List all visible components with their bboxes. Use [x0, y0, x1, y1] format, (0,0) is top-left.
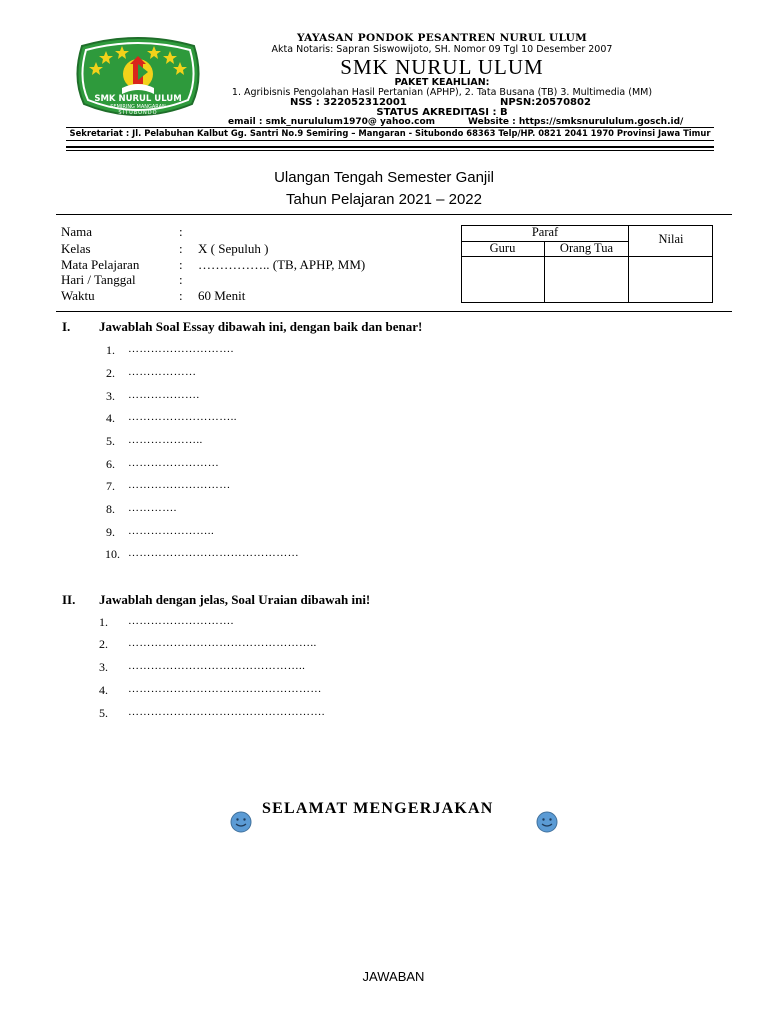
question-number: 3. — [99, 660, 108, 674]
answer-blank[interactable]: ………………………. — [128, 343, 234, 355]
nss-number: NSS : 322052312001 — [290, 97, 407, 108]
smiley-icon — [536, 811, 558, 833]
question-number: 7. — [106, 479, 115, 493]
section-2-number: II. — [62, 592, 76, 607]
guru-header: Guru — [489, 241, 516, 255]
answer-blank[interactable]: ……………… — [128, 366, 197, 378]
identity-colon: : — [179, 257, 183, 272]
paraf-header: Paraf — [531, 225, 559, 239]
email-line: email : smk_nurululum1970@ yahoo.com — [228, 117, 436, 127]
identity-value-time: 60 Menit — [198, 288, 246, 303]
answer-blank[interactable]: ………………. — [128, 389, 200, 401]
question-number: 2. — [99, 637, 108, 651]
identity-colon: : — [179, 241, 183, 256]
identity-colon: : — [179, 288, 183, 303]
identity-colon: : — [179, 272, 183, 287]
identity-label-date: Hari / Tanggal — [61, 272, 136, 287]
question-number: 4. — [106, 411, 115, 425]
identity-colon: : — [179, 224, 183, 239]
npsn-number: NPSN:20570802 — [500, 97, 591, 108]
logo-name-text: SMK NURUL ULUM — [94, 94, 182, 104]
question-number: 8. — [106, 502, 115, 516]
logo-sub-text: SEMIRING MANGARAN — [110, 104, 166, 110]
logo-city-text: SITUBONDO — [118, 110, 158, 116]
section-1-instruction: Jawablah Soal Essay dibawah ini, dengan baik dan benar! — [99, 319, 423, 334]
question-number: 9. — [106, 525, 115, 539]
answer-blank[interactable]: ……………….. — [128, 434, 203, 446]
identity-label-subject: Mata Pelajaran — [61, 257, 140, 272]
question-number: 6. — [106, 457, 115, 471]
answer-blank[interactable]: ………………….. — [128, 525, 215, 537]
question-number: 5. — [99, 706, 108, 720]
parent-header: Orang Tua — [559, 241, 614, 255]
identity-label-class: Kelas — [61, 241, 91, 256]
identity-value-class: X ( Sepuluh ) — [198, 241, 269, 256]
website-line: Website : https://smksnurululum.gosch.id/ — [468, 117, 684, 127]
parent-signature-cell[interactable] — [545, 257, 628, 302]
answer-blank[interactable]: …………………………………………… — [128, 683, 322, 695]
school-name: SMK NURUL ULUM — [340, 55, 544, 79]
letterhead-divider — [66, 146, 714, 148]
expertise-label: PAKET KEAHLIAN: — [394, 77, 490, 88]
answers-heading: JAWABAN — [362, 969, 425, 984]
exam-year: Tahun Pelajaran 2021 – 2022 — [286, 191, 482, 208]
school-logo — [72, 34, 204, 122]
smiley-icon — [230, 811, 252, 833]
guru-signature-cell[interactable] — [462, 257, 544, 302]
section-1-number: I. — [62, 319, 71, 334]
question-number: 4. — [99, 683, 108, 697]
answer-blank[interactable]: ……………………………………….. — [128, 660, 306, 672]
nilai-header: Nilai — [658, 232, 684, 246]
title-rule — [56, 214, 732, 215]
answer-blank[interactable]: …………………… — [128, 457, 220, 469]
identity-rule — [56, 311, 732, 312]
question-number: 2. — [106, 366, 115, 380]
answer-blank[interactable]: ………………………. — [128, 615, 234, 627]
answer-blank[interactable]: ……………………………………… — [128, 547, 299, 559]
address-line: Sekretariat : Jl. Pelabuhan Kalbut Gg. Santri No.9 Semiring – Mangaran - Situbondo 68363 Telp/HP. 0821 2041 1970 Provinsi Jawa Timur — [69, 128, 711, 138]
answer-blank[interactable]: ……………………………………………. — [128, 706, 325, 718]
letterhead-divider-thin — [66, 150, 714, 151]
exam-title: Ulangan Tengah Semester Ganjil — [274, 169, 494, 186]
accreditation-status: STATUS AKREDITASI : B — [376, 107, 508, 118]
identity-label-time: Waktu — [61, 288, 95, 303]
question-number: 1. — [99, 615, 108, 629]
question-number: 5. — [106, 434, 115, 448]
closing-message: SELAMAT MENGERJAKAN — [262, 800, 494, 817]
question-number: 3. — [106, 389, 115, 403]
notary-line: Akta Notaris: Sapran Siswowijoto, SH. Nomor 09 Tgl 10 Desember 2007 — [271, 44, 613, 55]
answer-blank[interactable]: ………………………………………….. — [128, 637, 317, 649]
identity-label-name: Nama — [61, 224, 93, 239]
section-2-instruction: Jawablah dengan jelas, Soal Uraian dibawah ini! — [99, 592, 371, 607]
question-number: 1. — [106, 343, 115, 357]
programs-line: 1. Agribisnis Pengolahan Hasil Pertanian (APHP), 2. Tata Busana (TB) 3. Multimedia (MM) — [231, 87, 653, 98]
answer-blank[interactable]: ……………………… — [128, 479, 231, 491]
identity-value-subject: …………….. (TB, APHP, MM) — [198, 257, 366, 272]
question-number: 10. — [105, 547, 120, 561]
answer-blank[interactable]: ……………………….. — [128, 411, 237, 423]
score-cell[interactable] — [629, 257, 712, 302]
answer-blank[interactable]: …………. — [128, 502, 177, 514]
foundation-name: YAYASAN PONDOK PESANTREN NURUL ULUM — [296, 32, 588, 44]
